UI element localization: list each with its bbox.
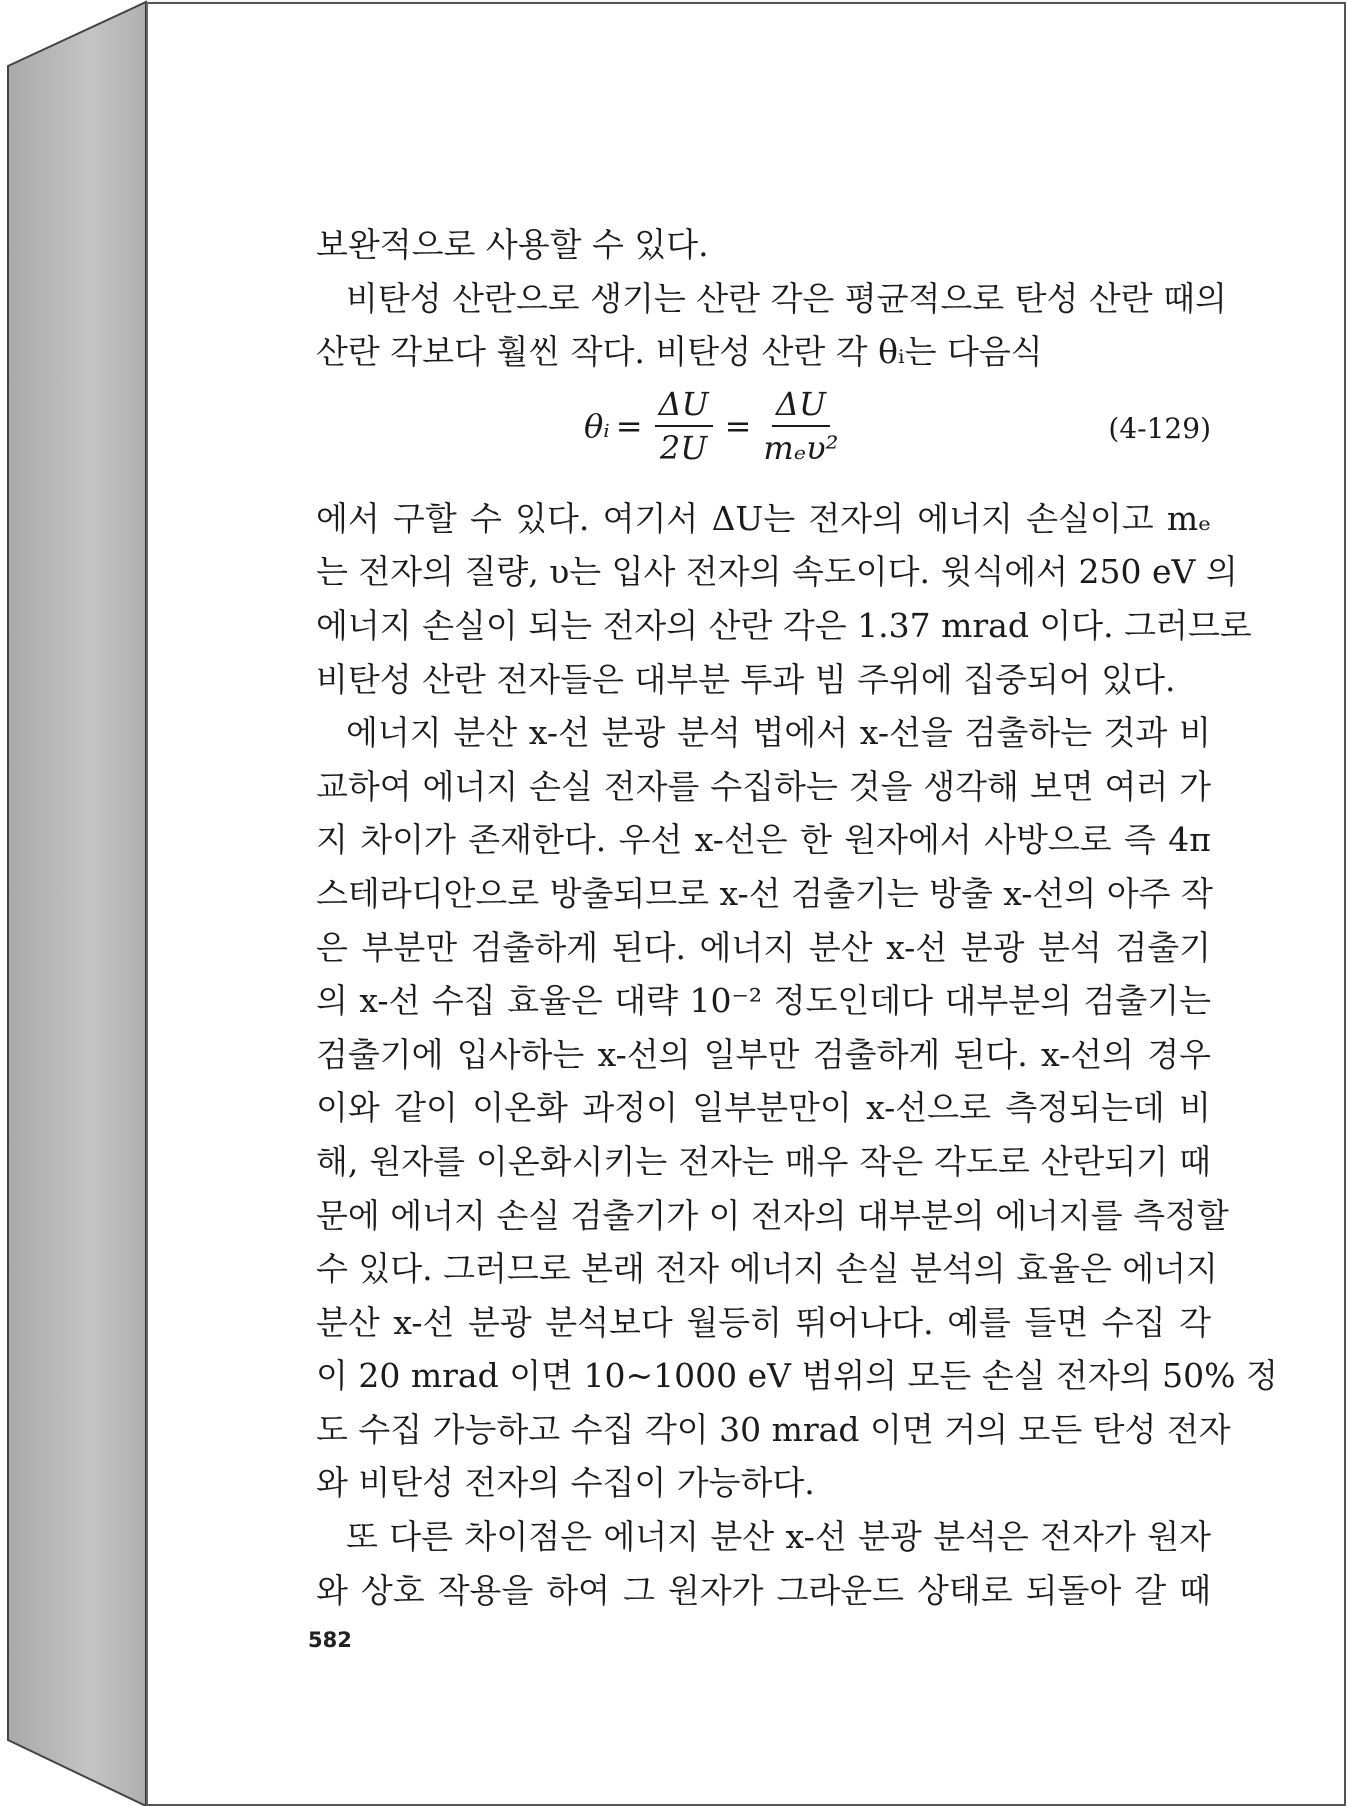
- paragraph-4-line-12: 분산 x-선 분광 분석보다 월등히 뛰어나다. 예를 들면 수집 각: [316, 1302, 1211, 1342]
- paragraph-2-line-2: 산란 각보다 훨씬 작다. 비탄성 산란 각 θᵢ는 다음식: [316, 332, 1043, 372]
- paragraph-2-line-1: 비탄성 산란으로 생기는 산란 각은 평균적으로 탄성 산란 때의: [346, 278, 1227, 318]
- paragraph-4-line-1: 에너지 분산 x-선 분광 분석 법에서 x-선을 검출하는 것과 비: [346, 713, 1211, 753]
- equation: [584, 385, 844, 467]
- paragraph-3-line-1: 에서 구할 수 있다. 여기서 ΔU는 전자의 에너지 손실이고 mₑ: [316, 498, 1211, 538]
- paragraph-4-line-6: 의 x-선 수집 효율은 대략 10⁻² 정도인데다 대부분의 검출기는: [316, 981, 1211, 1021]
- paragraph-4-line-7: 검출기에 입사하는 x-선의 일부만 검출하게 된다. x-선의 경우: [316, 1034, 1211, 1074]
- paragraph-4-line-11: 수 있다. 그러므로 본래 전자 에너지 손실 분석의 효율은 에너지: [316, 1249, 1218, 1289]
- paragraph-4-line-13: 이 20 mrad 이면 10~1000 eV 범위의 모든 손실 전자의 50% 정: [316, 1356, 1278, 1396]
- paragraph-5-line-1: 또 다른 차이점은 에너지 분산 x-선 분광 분석은 전자가 원자: [346, 1517, 1211, 1557]
- equation-lhs: θᵢ: [584, 406, 610, 445]
- paragraph-4-line-8: 이와 같이 이온화 과정이 일부분만이 x-선으로 측정되는데 비: [316, 1088, 1211, 1128]
- text-block: [316, 218, 1278, 1617]
- paragraph-4-line-3: 지 차이가 존재한다. 우선 x-선은 한 원자에서 사방으로 즉 4π: [316, 820, 1211, 860]
- fraction-2: [763, 385, 838, 467]
- paragraph-4-line-10: 문에 에너지 손실 검출기가 이 전자의 대부분의 에너지를 측정할: [316, 1195, 1229, 1235]
- paragraph-3-line-4: 비탄성 산란 전자들은 대부분 투과 빔 주위에 집중되어 있다.: [316, 659, 1176, 699]
- paragraph-4-line-15: 와 비탄성 전자의 수집이 가능하다.: [316, 1463, 815, 1503]
- paragraph-3-line-2: 는 전자의 질량, υ는 입사 전자의 속도이다. 윗식에서 250 eV 의: [316, 552, 1238, 592]
- paragraph-4-line-14: 도 수집 가능하고 수집 각이 30 mrad 이면 거의 모든 탄성 전자: [316, 1409, 1231, 1449]
- fraction-1-numerator: ΔU: [655, 385, 713, 427]
- paragraph-5-line-2: 와 상호 작용을 하여 그 원자가 그라운드 상태로 되돌아 갈 때: [316, 1570, 1211, 1610]
- fraction-2-numerator: ΔU: [772, 385, 830, 427]
- fraction-2-denominator: mₑυ²: [763, 428, 839, 467]
- equation-number: (4-129): [1108, 411, 1211, 445]
- equation-row: [316, 379, 1211, 492]
- paragraph-4-line-4: 스테라디안으로 방출되므로 x-선 검출기는 방출 x-선의 아주 작: [316, 873, 1213, 913]
- equals-sign: =: [615, 406, 643, 445]
- equals-sign-2: =: [724, 406, 752, 445]
- fraction-1-denominator: 2U: [659, 428, 708, 467]
- paragraph-1-line-1: 보완적으로 사용할 수 있다.: [316, 225, 709, 264]
- paragraph-4-line-5: 은 부분만 검출하게 된다. 에너지 분산 x-선 분광 분석 검출기: [316, 927, 1211, 967]
- paragraph-4-line-2: 교하여 에너지 손실 전자를 수집하는 것을 생각해 보면 여러 가: [316, 766, 1211, 806]
- paragraph-3-line-3: 에너지 손실이 되는 전자의 산란 각은 1.37 mrad 이다. 그러므로: [316, 605, 1252, 645]
- fraction-1: [655, 385, 713, 467]
- book-spine: [0, 0, 150, 1806]
- page-number: 582: [308, 1628, 352, 1652]
- paragraph-4-line-9: 해, 원자를 이온화시키는 전자는 매우 작은 각도로 산란되기 때: [316, 1141, 1211, 1181]
